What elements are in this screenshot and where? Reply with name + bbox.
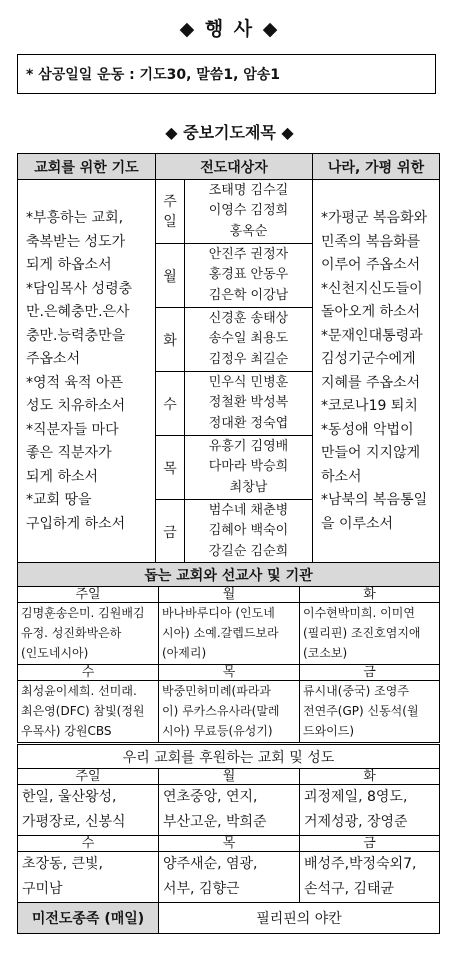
mission-cell: 이수현박미희. 이미연 (필리핀) 조진호염지애 (코소보) [300,603,440,665]
mission-cell: 류시내(중국) 조영주 전연주(GP) 신동석(월 드와이드) [300,681,440,743]
day-label: 월 [156,244,185,308]
supporter-cell: 배성주,박정숙외7, 손석구, 김태균 [300,852,440,903]
target-names: 안진주 권정자 홍경표 안동우 김은학 이강남 [185,244,313,308]
day-header: 주일 [18,587,159,603]
day-header: 화 [300,587,440,603]
prayer-title: ◆ 중보기도제목 ◆ [165,123,294,142]
day-label: 화 [156,308,185,372]
prayer-table [17,153,440,564]
mission-cell: 바나바루디아 (인도네 시아) 소예.갈렙드보라 (아제리) [159,603,300,665]
supporter-cell: 양주새순, 염광, 서부, 김향근 [159,852,300,903]
church-prayer-list: *부흥하는 교회, 축복받는 성도가 되게 하옵소서 *담임목사 성령충 만.은혜충만.은사 충만.능력충만을 주옵소서 *영적 육적 아픈 성도 치유하소서 *직분자들 마다 좋은 직분자가 되게 하소서 *교회 땅을 구입하게 하소서 [18,180,156,564]
missions-table [17,562,440,743]
unreached-people-label: 미전도종족 (매일) [18,903,159,934]
target-names: 조태명 김수길 이영수 김정희 홍옥순 [185,180,313,244]
day-header: 목 [159,836,300,852]
mission-cell: 박중민허미례(파라과 이) 루카스유사라(말레 시아) 무료등(유성기) [159,681,300,743]
target-names: 민우식 민병훈 정철환 박성복 정대환 정숙엽 [185,372,313,436]
day-header: 금 [300,836,440,852]
day-header: 월 [159,587,300,603]
header-evangelism-targets: 전도대상자 [156,154,313,180]
day-header: 화 [300,769,440,785]
supporter-cell: 한일, 울산왕성, 가평장로, 신봉식 [18,785,159,836]
day-label: 금 [156,500,185,564]
supporter-cell: 연초중앙, 연지, 부산고운, 박희준 [159,785,300,836]
target-names: 유흥기 김영배 다마라 박승희 최창남 [185,436,313,500]
day-header: 목 [159,665,300,681]
supporter-cell: 초장동, 큰빛, 구미남 [18,852,159,903]
events-title: ◆ 행 사 ◆ [179,18,280,40]
mission-cell: 김명훈송은미. 김원배김 유정. 성진화박은하 (인도네시아) [18,603,159,665]
supporters-table [17,744,440,934]
day-header: 월 [159,769,300,785]
day-label: 목 [156,436,185,500]
day-header: 주일 [18,769,159,785]
header-church: 교회를 위한 기도 [18,154,156,180]
target-names: 범수네 채춘병 김혜아 백숙이 강길순 김순희 [185,500,313,564]
day-header: 수 [18,665,159,681]
day-label: 수 [156,372,185,436]
supporters-title: 우리 교회를 후원하는 교회 및 성도 [18,745,440,769]
mission-cell: 최성윤이세희. 선미래. 최은영(DFC) 참빛(정원 우목사) 강원CBS [18,681,159,743]
unreached-people-value: 필리핀의 야칸 [159,903,440,934]
day-header: 수 [18,836,159,852]
events-box: * 삼공일일 운동 : 기도30, 말씀1, 암송1 [17,54,436,94]
supporter-cell: 괴정제일, 8영도, 거제성광, 장영준 [300,785,440,836]
missions-title: 돕는 교회와 선교사 및 기관 [18,563,440,587]
day-label: 주 일 [156,180,185,244]
header-nation: 나라, 가평 위한 [313,154,440,180]
nation-prayer-list: *가평군 복음화와 민족의 복음화를 이루어 주옵소서 *신천지신도들이 돌아오게 하소서 *문재인대통령과 김성기군수에게 지혜를 주옵소서 *코로나19 퇴치 *동성애 악법이 만들어 지지않게 하소서 *남북의 복음통일 을 이루소서 [313,180,440,564]
day-header: 금 [300,665,440,681]
target-names: 신경훈 송태상 송수일 최용도 김정우 최길순 [185,308,313,372]
